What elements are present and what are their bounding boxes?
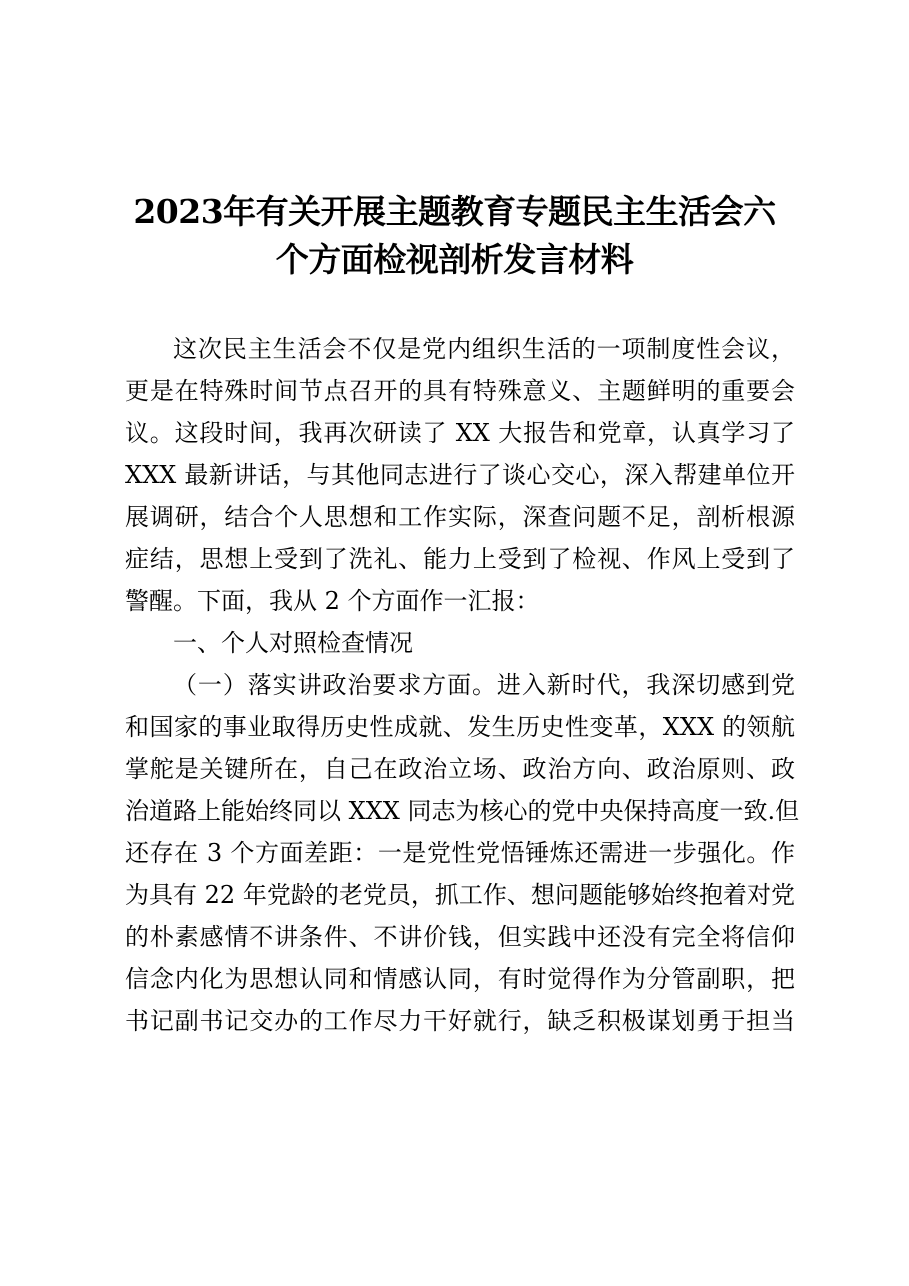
paragraph-line: 治道路上能始终同以 XXX 同志为核心的党中央保持高度一致.但	[125, 797, 800, 825]
paragraph-line: 这次民主生活会不仅是党内组织生活的一项制度性会议，	[173, 335, 795, 363]
title-line-1: 2023年有关开展主题教育专题民主生活会六	[133, 192, 776, 231]
document-title	[100, 188, 809, 284]
title-line-2: 个方面检视剖析发言材料	[275, 240, 634, 279]
paragraph-line: 议。这段时间，我再次研读了 XX 大报告和党章，认真学习了	[125, 419, 795, 447]
paragraph-line: 为具有 22 年党龄的老党员，抓工作、想问题能够始终抱着对党	[125, 881, 795, 909]
paragraph-line: 警醒。下面，我从 2 个方面作一汇报：	[125, 587, 540, 615]
paragraph-line: 掌舵是关键所在，自己在政治立场、政治方向、政治原则、政	[125, 755, 795, 783]
document-body	[125, 328, 800, 1042]
paragraph-line: 和国家的事业取得历史性成就、发生历史性变革，XXX 的领航	[125, 713, 795, 741]
paragraph-line: 信念内化为思想认同和情感认同，有时觉得作为分管副职，把	[125, 965, 795, 993]
paragraph-line: （一）落实讲政治要求方面。进入新时代，我深切感到党	[173, 671, 795, 699]
paragraph-line: 展调研，结合个人思想和工作实际，深查问题不足，剖析根源	[125, 503, 795, 531]
paragraph-line: 的朴素感情不讲条件、不讲价钱，但实践中还没有完全将信仰	[125, 923, 795, 951]
paragraph-line: 症结，思想上受到了洗礼、能力上受到了检视、作风上受到了	[125, 545, 795, 573]
paragraph-line: 更是在特殊时间节点召开的具有特殊意义、主题鲜明的重要会	[125, 377, 795, 405]
paragraph-line: XXX 最新讲话，与其他同志进行了谈心交心，深入帮建单位开	[125, 461, 795, 489]
paragraph-line: 书记副书记交办的工作尽力干好就行，缺乏积极谋划勇于担当	[125, 1007, 795, 1035]
paragraph-line: 还存在 3 个方面差距：一是党性党悟锤炼还需进一步强化。作	[125, 839, 795, 867]
section-heading: 一、个人对照检查情况	[173, 629, 413, 657]
